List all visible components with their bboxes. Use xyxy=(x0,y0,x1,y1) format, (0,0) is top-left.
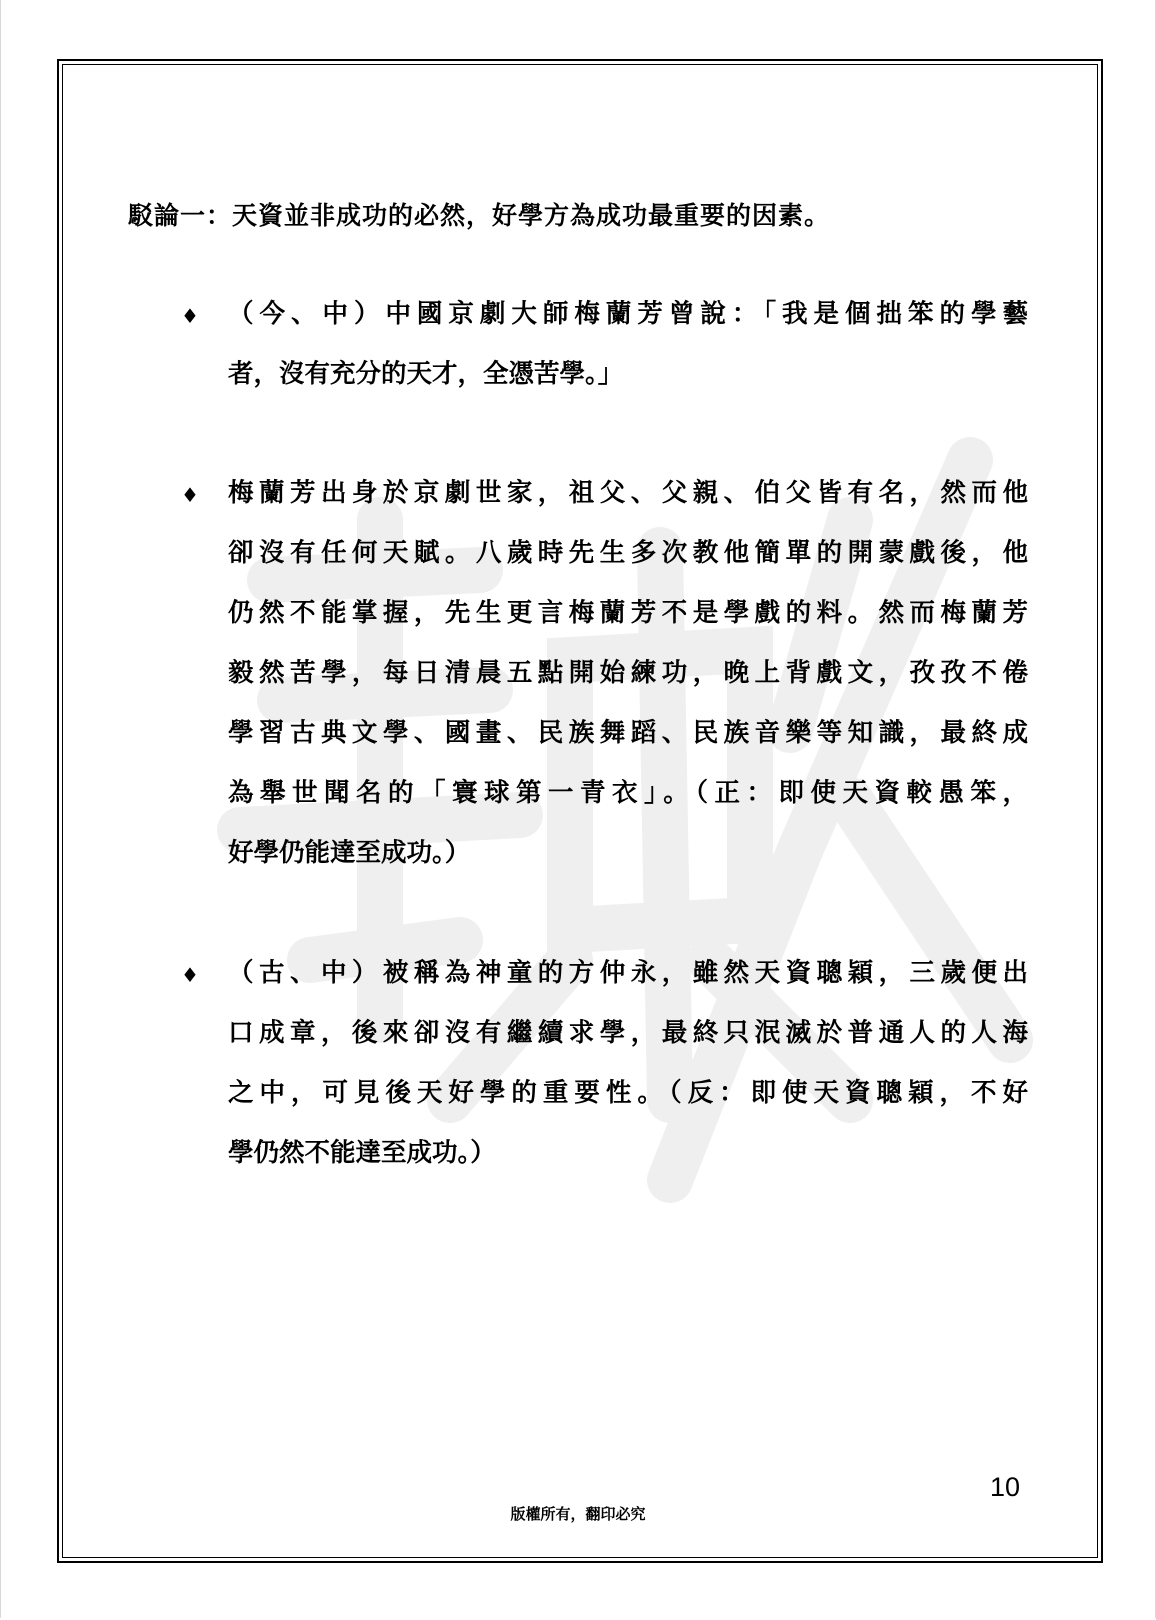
paragraph-line: 學仍然不能達至成功。） xyxy=(228,1138,496,1168)
bullet-diamond-icon: ♦ xyxy=(181,963,199,987)
paragraph-line: 卻沒有任何天賦。八歲時先生多次教他簡單的開蒙戲後，他 xyxy=(228,538,1028,568)
paragraph-line: 好學仍能達至成功。） xyxy=(228,838,471,868)
paragraph-line: 毅然苦學，每日清晨五點開始練功，晚上背戲文，孜孜不倦 xyxy=(228,658,1028,688)
paragraph-line: 梅蘭芳出身於京劇世家，祖父、父親、伯父皆有名，然而他 xyxy=(228,478,1028,508)
paragraph-line: 者，沒有充分的天才，全憑苦學。」 xyxy=(228,359,624,389)
section-heading: 駁論一：天資並非成功的必然，好學方為成功最重要的因素。 xyxy=(128,201,831,230)
bullet-diamond-icon: ♦ xyxy=(181,304,199,328)
paragraph-line: （今、中）中國京劇大師梅蘭芳曾說：「我是個拙笨的學藝 xyxy=(228,299,1028,329)
point-3-paragraph xyxy=(228,943,1028,1183)
paragraph-line: 口成章，後來卻沒有繼續求學，最終只泯滅於普通人的人海 xyxy=(228,1018,1028,1048)
paragraph-line: （古、中）被稱為神童的方仲永，雖然天資聰穎，三歲便出 xyxy=(228,958,1028,988)
copyright-footer: 版權所有，翻印必究 xyxy=(510,1505,646,1523)
paragraph-line: 為舉世聞名的「寰球第一青衣」。（正：即使天資較愚笨， xyxy=(228,778,1028,808)
paragraph-line: 學習古典文學、國畫、民族舞蹈、民族音樂等知識，最終成 xyxy=(228,718,1028,748)
page-number: 10 xyxy=(990,1472,1021,1502)
paragraph-line: 仍然不能掌握，先生更言梅蘭芳不是學戲的料。然而梅蘭芳 xyxy=(228,598,1028,628)
paragraph-line: 之中，可見後天好學的重要性。（反：即使天資聰穎，不好 xyxy=(228,1078,1028,1108)
point-2-paragraph xyxy=(228,463,1028,883)
point-1-paragraph xyxy=(228,284,1028,404)
bullet-diamond-icon: ♦ xyxy=(181,483,199,507)
